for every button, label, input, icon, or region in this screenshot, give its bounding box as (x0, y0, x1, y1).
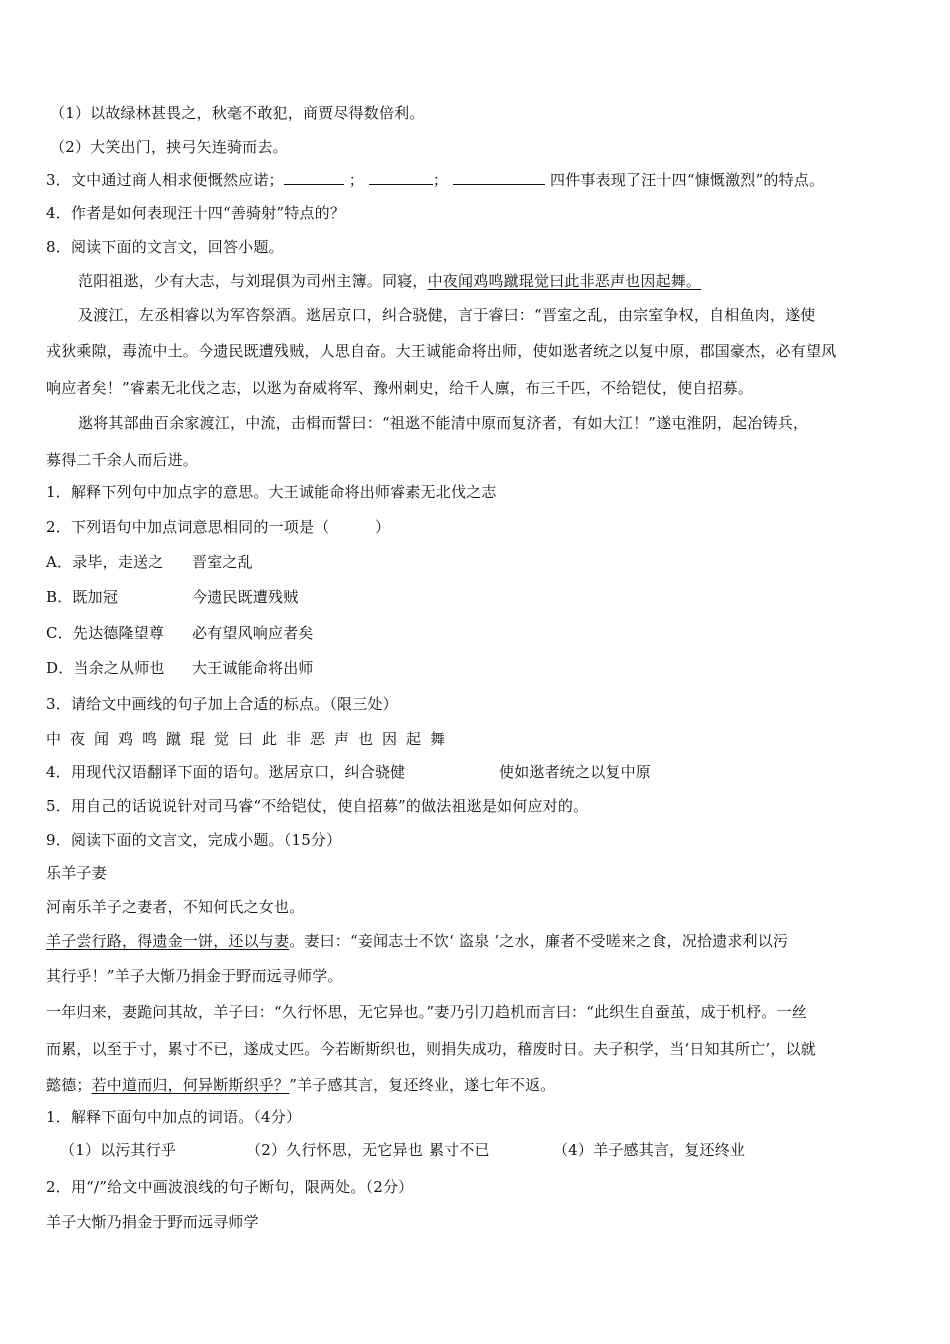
l2-underlined: 羊子尝行路，得遗金一饼，还以与妻 (46, 932, 290, 950)
q8-passage-p2-line2: 戎狄乘隙，毒流中土。今遗民既遭残贼，人思自奋。大王诚能命将出师，使如逖者统之以复中原，郡国豪杰，必有望风 (46, 342, 837, 360)
option-c-left: C．先达德隆望尊 (46, 624, 165, 642)
option-b-right: 今遗民既遭残贼 (192, 588, 299, 606)
q9-passage-line3: 其行乎！”羊子大惭乃捐金于野而远寻师学。 (46, 967, 343, 985)
answer-blank-3[interactable] (453, 170, 545, 185)
p1-plain: 范阳祖逖，少有大志，与刘琨俱为司州主簿。同寝， (78, 272, 428, 290)
option-d-right: 大王诚能命将出师 (192, 659, 314, 677)
l6-underlined: 若中道而归，何异断斯织乎？ (91, 1076, 290, 1094)
q8-option-d (46, 658, 904, 678)
q8-subquestion-3-text: 中夜闻鸡鸣蹴琨觉曰此非恶声也因起舞 (46, 730, 455, 748)
q8-subquestion-3: 3．请给文中画线的句子加上合适的标点。（限三处） (46, 695, 398, 713)
q8-subquestion-1: 1．解释下列句中加点字的意思。大王诚能命将出师睿素无北伐之志 (46, 483, 497, 501)
q3-separator-1: ； (348, 171, 364, 189)
q8-passage-p2-line3: 响应者矣！”睿素无北伐之志，以逖为奋威将军、豫州刺史，给千人廪，布三千匹，不给铠仗，使自招募。 (46, 379, 754, 397)
q9-subquestion-1-items (60, 1140, 904, 1160)
q9-passage-line4: 一年归来，妻跪问其故，羊子曰：“久行怀思，无它异也。”妻乃引刀趋机而言曰：“此织生自蚕茧，成于机杼。一丝 (46, 1003, 807, 1021)
option-d-left: D．当余之从师也 (46, 659, 165, 677)
q9-passage-line5: 而累，以至于寸，累寸不已，遂成丈匹。今若断斯织也，则捐失成功，稽废时日。夫子积学，当‘日知其所亡’，以就 (46, 1040, 816, 1058)
q8-passage-p1 (78, 271, 904, 291)
q8-subquestion-5: 5．用自己的话说说针对司马睿“不给铠仗，使自招募”的做法祖逖是如何应对的。 (46, 797, 589, 815)
option-c-right: 必有望风响应者矣 (192, 624, 314, 642)
sq4-right: 使如逖者统之以复中原 (499, 763, 652, 781)
p1-underlined-sentence: 中夜闻鸡鸣蹴琨觉曰此非恶声也因起舞。 (427, 272, 702, 290)
q9-passage-line1: 河南乐羊子之妻者，不知何氏之女也。 (46, 898, 305, 916)
q9-passage-line2 (46, 931, 904, 951)
q7-question-4: 4．作者是如何表现汪十四“善骑射”特点的？ (46, 204, 346, 222)
sq1-item-2: （2）久行怀思，无它异也 (246, 1141, 423, 1159)
q7-sentence-2: （2）大笑出门，挟弓矢连骑而去。 (50, 138, 288, 156)
q7-question-3 (46, 170, 904, 190)
option-a-right: 晋室之乱 (192, 553, 253, 571)
q9-subquestion-2: 2．用“/”给文中画波浪线的句子断句，限两处。（2分） (46, 1178, 414, 1196)
q9-title: 乐羊子妻 (46, 864, 107, 882)
q8-subquestion-2: 2．下列语句中加点词意思相同的一项是（ ） (46, 518, 391, 536)
l2-rest: 。妻曰：“妾闻志士不饮‘ 盗泉 ’之水，廉者不受嗟来之食，况拾遗求利以污 (289, 932, 789, 950)
q9-subquestion-1: 1．解释下面句中加点的词语。（4分） (46, 1108, 302, 1126)
q9-subquestion-2-text: 羊子大惭乃捐金于野而远寻师学 (46, 1213, 259, 1231)
l6-rest: ”羊子感其言，复还终业，遂七年不返。 (289, 1076, 556, 1094)
sq4-left: 4．用现代汉语翻译下面的语句。逖居京口，纠合骁健 (46, 763, 406, 781)
q3-prefix: 3．文中通过商人相求便慨然应诺； (46, 171, 284, 189)
q8-option-c (46, 623, 904, 643)
q8-subquestion-4 (46, 762, 904, 782)
q9-passage-line6 (46, 1075, 904, 1095)
q8-passage-p2-line1: 及渡江，左丞相睿以为军咨祭酒。逖居京口，纠合骁健，言于睿曰：“晋室之乱，由宗室争权，自相鱼肉，遂使 (78, 306, 816, 324)
q8-passage-p3-line1: 逖将其部曲百余家渡江，中流，击楫而誓曰：“祖逖不能清中原而复济者，有如大江！”遂屯淮阴，起冶铸兵， (78, 414, 809, 432)
option-b-left: B．既加冠 (46, 588, 119, 606)
option-a-left: A．录毕，走送之 (46, 553, 164, 571)
sq1-item-4: （4）羊子感其言，复还终业 (552, 1141, 746, 1159)
sq1-item-1: （1）以污其行乎 (60, 1141, 177, 1159)
q7-sentence-1: （1）以故绿林甚畏之，秋毫不敢犯，商贾尽得数倍利。 (50, 104, 425, 122)
q3-separator-2: ； (432, 171, 449, 189)
q8-passage-p3-line2: 募得二千余人而后进。 (46, 451, 199, 469)
q8-intro: 8．阅读下面的文言文，回答小题。 (46, 238, 284, 256)
sq1-item-3: 累寸不已 (428, 1141, 490, 1159)
q8-option-b (46, 587, 904, 607)
q9-intro: 9．阅读下面的文言文，完成小题。（15分） (46, 831, 342, 849)
q8-option-a (46, 552, 904, 572)
answer-blank-2[interactable] (369, 170, 433, 185)
answer-blank-1[interactable] (284, 170, 344, 185)
q3-suffix: 四件事表现了汪十四“慷慨激烈”的特点。 (550, 171, 825, 189)
l6-plain: 懿德； (46, 1076, 92, 1094)
